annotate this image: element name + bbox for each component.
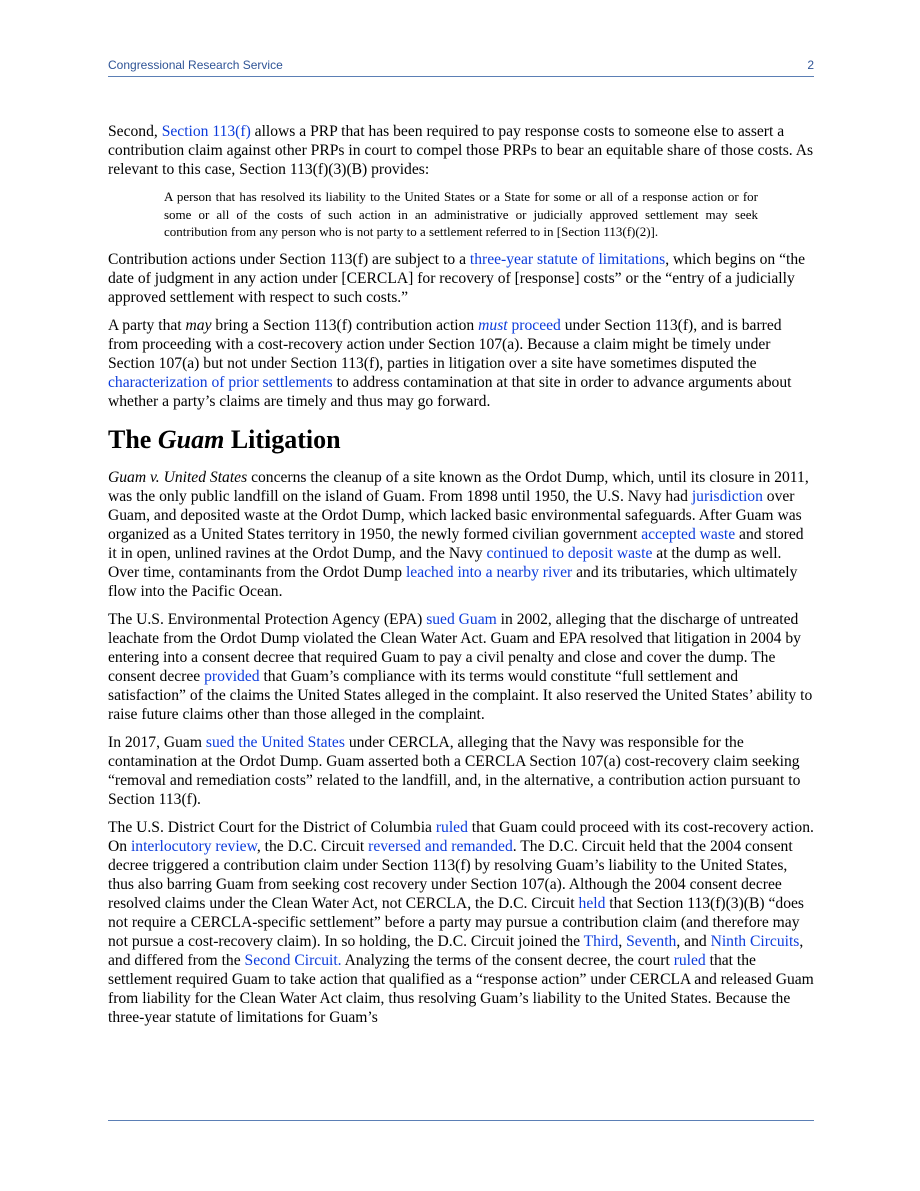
header-org: Congressional Research Service xyxy=(108,58,283,72)
paragraph-statute-limitations: Contribution actions under Section 113(f) are subject to a three-year statute of limitations, which begins on “the date of judgment in any action under [CERCLA] for recovery of [response] costs” or the “entry of a judicially approved settlement with respect to such costs.” xyxy=(108,250,806,306)
page-header xyxy=(108,58,814,77)
link-accepted-waste[interactable]: accepted waste xyxy=(641,525,736,543)
link-ruled-court[interactable]: ruled xyxy=(673,951,706,969)
link-ruled-district[interactable]: ruled xyxy=(435,818,468,836)
link-sued-guam[interactable]: sued Guam xyxy=(426,610,497,628)
link-second-circuit[interactable]: Second Circuit. xyxy=(244,951,342,969)
paragraph-epa-suit: The U.S. Environmental Protection Agency (EPA) sued Guam in 2002, alleging that the discharge of untreated leachate from the Ordot Dump violated the Clean Water Act. Guam and EPA resolved that litigation in 2004 by entering into a consent decree that required Guam to pay a civil penalty and close and cover the dump. The consent decree provided that Guam’s compliance with its terms would constitute “full settlement and satisfaction” of the claims the United States alleged in the complaint. It also reserved the United States’ ability to raise future claims other than those alleged in the complaint. xyxy=(108,610,813,723)
section-heading: The Guam Litigation xyxy=(108,424,341,454)
link-jurisdiction[interactable]: jurisdiction xyxy=(691,487,763,505)
link-leached-river[interactable]: leached into a nearby river xyxy=(405,563,573,581)
link-sued-united-states[interactable]: sued the United States xyxy=(205,733,345,751)
link-third-circuit[interactable]: Third xyxy=(583,932,619,950)
footer-rule xyxy=(108,1120,814,1121)
paragraph-guam-suit: In 2017, Guam sued the United States under CERCLA, alleging that the Navy was responsible for the contamination at the Ordot Dump. Guam asserted both a CERCLA Section 107(a) cost-recovery claim seeking “removal and remediation costs” related to the landfill, and, in the alternative, a contribution action pursuant to Section 113(f). xyxy=(108,733,801,808)
link-reversed-remanded[interactable]: reversed and remanded xyxy=(368,837,513,855)
link-must-proceed[interactable]: must proceed xyxy=(478,316,561,334)
paragraph-ordot-dump: Guam v. United States concerns the cleanup of a site known as the Ordot Dump, which, until its closure in 2011, was the only public landfill on the island of Guam. From 1898 until 1950, the U.S. Navy had jurisdiction over Guam, and deposited waste at the Ordot Dump, which lacked basic environmental safeguards. After Guam was organized as a United States territory in 1950, the newly formed civilian government accepted waste and stored it in open, unlined ravines at the Ordot Dump, and the Navy continued to deposit waste at the dump as well. Over time, contaminants from the Ordot Dump leached into a nearby river and its tributaries, which ultimately flow into the Pacific Ocean. xyxy=(108,468,809,600)
paragraph-may-must: A party that may bring a Section 113(f) contribution action must proceed under Section 113(f), and is barred from proceeding with a cost-recovery action under Section 107(a). Because a claim might be timely under Section 107(a) but not under Section 113(f), parties in litigation over a site have sometimes disputed the characterization of prior settlements to address contamination at that site in order to advance arguments about whether a party’s claims are timely and thus may go forward. xyxy=(108,316,792,410)
block-quote: A person that has resolved its liability to the United States or a State for some or all of a response action or for some or all of the costs of such action in an administrative or judicially approved settlement may seek contribution from any person who is not party to a settlement referred to in [Section 113(f)(2)]. xyxy=(164,189,758,239)
link-held[interactable]: held xyxy=(578,894,606,912)
link-provided[interactable]: provided xyxy=(204,667,260,685)
header-page-number: 2 xyxy=(807,58,814,72)
link-seventh-circuit[interactable]: Seventh xyxy=(626,932,677,950)
link-characterization-settlements[interactable]: characterization of prior settlements xyxy=(108,373,333,391)
link-continued-deposit[interactable]: continued to deposit waste xyxy=(486,544,653,562)
link-interlocutory-review[interactable]: interlocutory review xyxy=(130,837,257,855)
link-section-113f[interactable]: Section 113(f) xyxy=(161,123,251,140)
paragraph-section-113f: Second, Section 113(f) allows a PRP that has been required to pay response costs to someone else to assert a contribution claim against other PRPs in court to compel those PRPs to bear an equitable share of those costs. As relevant to this case, Section 113(f)(3)(B) provides: xyxy=(108,123,814,178)
link-ninth-circuits[interactable]: Ninth Circuits xyxy=(710,932,800,950)
paragraph-court-rulings: The U.S. District Court for the District of Columbia ruled that Guam could proceed with its cost-recovery action. On interlocutory review, the D.C. Circuit reversed and remanded. The D.C. Circuit held that the 2004 consent decree triggered a contribution claim under Section 113(f) by resolving Guam’s liability to the United States, thus also barring Guam from seeking cost recovery under Section 107(a). Although the 2004 consent decree resolved claims under the Clean Water Act, not CERCLA, the D.C. Circuit held that Section 113(f)(3)(B) “does not require a CERCLA-specific settlement” before a party may pursue a contribution claim (and therefore may not pursue a cost-recovery claim). In so holding, the D.C. Circuit joined the Third, Seventh, and Ninth Circuits, and differed from the Second Circuit. Analyzing the terms of the consent decree, the court ruled that the settlement required Guam to take action that qualified as a “response action” under CERCLA and released Guam from liability for the Clean Water Act claim, thus resolving Guam’s liability to the United States. Because the three-year statute of limitations for Guam’s xyxy=(108,818,814,1026)
link-three-year-statute[interactable]: three-year statute of limitations xyxy=(469,250,666,268)
body-content xyxy=(108,122,814,1036)
